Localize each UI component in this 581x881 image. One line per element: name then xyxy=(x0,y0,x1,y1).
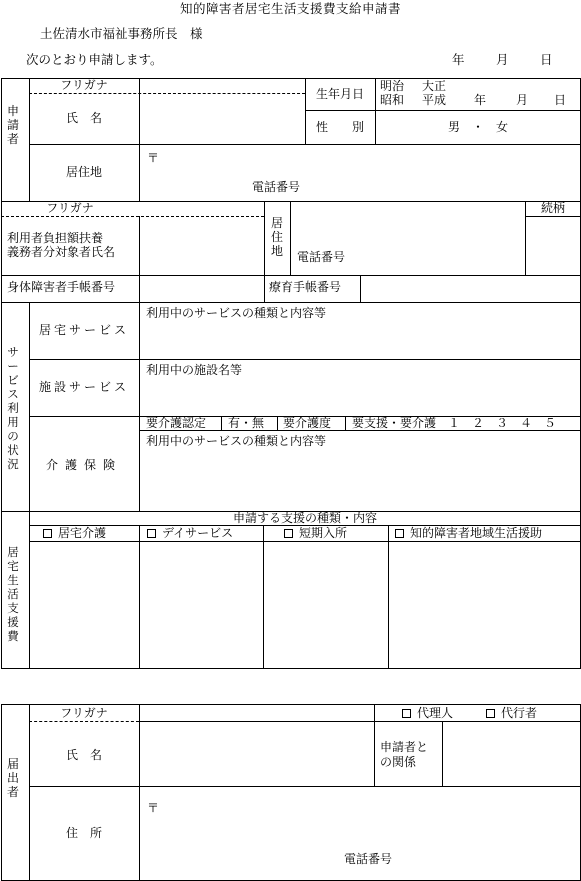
checkbox-icon[interactable] xyxy=(147,529,156,538)
checkbox-icon[interactable] xyxy=(43,529,52,538)
submitter-section-label: 届出者 xyxy=(6,757,19,799)
birth-month-label: 月 xyxy=(516,93,529,107)
support-option-day-service[interactable]: デイサービス xyxy=(147,526,233,540)
intro-text: 次のとおり申請します。 xyxy=(26,52,163,67)
care-degree-label: 要介護度 xyxy=(283,416,332,430)
guardian-phone-label: 電話番号 xyxy=(297,250,346,264)
facility-service-label: 施設サービス xyxy=(38,380,129,394)
checkbox-icon[interactable] xyxy=(395,529,404,538)
submitter-phone-label: 電話番号 xyxy=(344,852,393,866)
era-showa[interactable]: 昭和 xyxy=(380,93,405,107)
birth-year-label: 年 xyxy=(474,93,487,107)
form-title: 知的障害者居宅生活支援費支給申請書 xyxy=(179,1,401,16)
checkbox-icon[interactable] xyxy=(402,709,411,718)
service-usage-section-label: サービス利用の状況 xyxy=(7,345,19,471)
submitter-furigana-label: フリガナ xyxy=(60,706,108,720)
sex-label: 性 別 xyxy=(315,120,364,134)
relation-to-applicant-label-1: 申請者と xyxy=(380,740,429,754)
guardian-name-label-1: 利用者負担額扶養 xyxy=(7,231,104,245)
applicant-address-label: 居住地 xyxy=(65,165,102,179)
relation-to-applicant-label-2: の関係 xyxy=(380,755,417,769)
checkbox-icon[interactable] xyxy=(284,529,293,538)
home-service-note: 利用中のサービスの種類と内容等 xyxy=(146,306,327,320)
guardian-name-label-2: 義務者分対象者氏名 xyxy=(7,245,116,259)
support-option-home-care[interactable]: 居宅介護 xyxy=(43,526,106,540)
submitter-name-label: 氏 名 xyxy=(65,748,102,762)
applicant-phone-label: 電話番号 xyxy=(252,180,301,194)
applicant-section-label: 申請者 xyxy=(6,104,19,146)
guardian-address-label: 居住地 xyxy=(270,216,283,258)
care-cert-label: 要介護認定 xyxy=(146,416,207,430)
addressee: 土佐清水市福祉事務所長 様 xyxy=(40,26,203,41)
facility-service-note: 利用中の施設名等 xyxy=(146,363,243,377)
era-meiji[interactable]: 明治 xyxy=(380,79,405,93)
support-header: 申請する支援の種類・内容 xyxy=(232,511,377,525)
care-insurance-label: 介護保険 xyxy=(45,458,122,472)
submitter-address-label: 住 所 xyxy=(65,826,102,840)
support-section-label: 居宅生活支援費 xyxy=(7,545,19,643)
checkbox-icon[interactable] xyxy=(486,709,495,718)
support-option-short-stay[interactable]: 短期入所 xyxy=(284,526,347,540)
guardian-furigana-label: フリガナ xyxy=(46,201,94,215)
applicant-name-label: 氏 名 xyxy=(65,111,102,125)
care-service-note: 利用中のサービスの種類と内容等 xyxy=(146,434,327,448)
support-option-group-home[interactable]: 知的障害者地域生活援助 xyxy=(395,526,542,540)
applicant-name-field[interactable] xyxy=(141,96,303,142)
birth-day-label: 日 xyxy=(554,93,567,107)
era-taisho[interactable]: 大正 xyxy=(422,79,447,93)
date-month-label: 月 xyxy=(496,52,509,67)
applicant-furigana-label: フリガナ xyxy=(60,78,108,92)
date-day-label: 日 xyxy=(540,52,553,67)
care-yes-no[interactable]: 有・無 xyxy=(228,416,265,430)
sex-options[interactable]: 男 ・ 女 xyxy=(447,120,508,134)
relation-label: 続柄 xyxy=(540,201,565,215)
home-service-label: 居宅サービス xyxy=(38,323,129,337)
submitter-border xyxy=(1,704,581,881)
era-heisei[interactable]: 平成 xyxy=(422,93,447,107)
applicant-postal-mark: 〒 xyxy=(147,151,160,165)
birth-date-label: 生年月日 xyxy=(315,87,364,101)
submitter-agent-option[interactable]: 代理人 xyxy=(402,706,453,720)
date-year-label: 年 xyxy=(452,52,465,67)
care-levels[interactable]: 要支援・要介護 １ ２ ３ ４ ５ xyxy=(352,416,557,430)
rehab-handbook-label: 療育手帳番号 xyxy=(269,280,342,294)
physical-handbook-label: 身体障害者手帳番号 xyxy=(7,280,116,294)
submitter-postal-mark: 〒 xyxy=(147,801,160,815)
submitter-proxy-option[interactable]: 代行者 xyxy=(486,706,537,720)
